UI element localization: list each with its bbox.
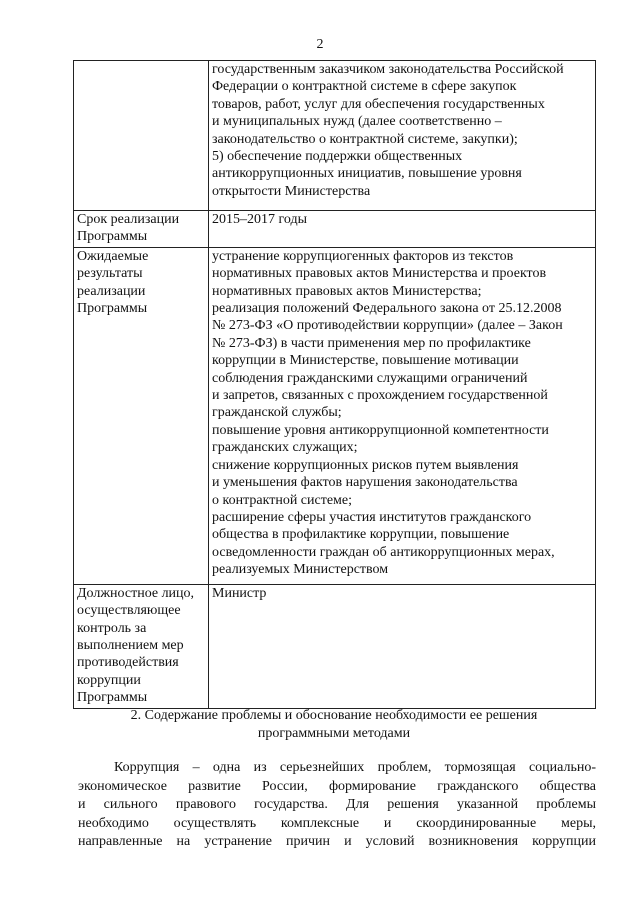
row-value-line: гражданских служащих; bbox=[212, 440, 358, 456]
row-value-cell bbox=[209, 247, 596, 584]
row-value-line: Федерации о контрактной системе в сфере закупок bbox=[212, 79, 517, 95]
row-value-cell bbox=[209, 584, 596, 708]
row-label-line: Должностное лицо, bbox=[77, 585, 195, 601]
row-value-cell bbox=[209, 61, 596, 211]
row-value-line: реализуемых Министерством bbox=[212, 562, 389, 578]
row-value-line: реализация положений Федерального закона от 25.12.2008 bbox=[212, 301, 562, 317]
row-label-cell bbox=[74, 247, 209, 584]
table-row bbox=[74, 61, 596, 211]
row-value-line: нормативных правовых актов Министерства и проектов bbox=[212, 266, 547, 282]
row-value-line: нормативных правовых актов Министерства; bbox=[212, 283, 482, 299]
row-value-line: коррупции в Министерстве, повышение мотивации bbox=[212, 353, 519, 369]
table-row bbox=[74, 584, 596, 708]
row-value-line: товаров, работ, услуг для обеспечения государственных bbox=[212, 96, 545, 112]
row-label-line: осуществляющее bbox=[77, 603, 181, 619]
row-value-cell bbox=[209, 211, 596, 248]
row-label-line: результаты bbox=[77, 266, 143, 282]
row-label-line: реализации bbox=[77, 283, 146, 299]
row-value-line: № 273-ФЗ) в части применения мер по профилактике bbox=[212, 335, 531, 351]
row-value-line: 2015–2017 годы bbox=[212, 212, 308, 227]
row-label-cell bbox=[74, 61, 209, 211]
paragraph-line: Коррупция – одна из серьезнейших проблем, тормозящая социально- bbox=[114, 760, 596, 775]
row-value-line: законодательство о контрактной системе, закупки); bbox=[212, 131, 518, 147]
row-label-line: Программы bbox=[77, 229, 148, 245]
table-row bbox=[74, 211, 596, 248]
paragraph-line: необходимо осуществлять комплексные и скоординированные меры, bbox=[78, 815, 596, 831]
row-label-line: контроль за bbox=[77, 620, 147, 636]
row-value-line: расширение сферы участия институтов гражданского bbox=[212, 509, 532, 525]
row-value-line: № 273-ФЗ «О противодействии коррупции» (далее – Закон bbox=[212, 318, 563, 334]
row-label-line: Срок реализации bbox=[77, 212, 180, 227]
row-value-line: и уменьшения фактов нарушения законодательства bbox=[212, 475, 518, 491]
row-label-line: выполнением мер bbox=[77, 638, 184, 654]
table-row bbox=[74, 247, 596, 584]
row-value-line: государственным заказчиком законодательства Российской bbox=[212, 62, 564, 77]
row-value-line: снижение коррупционных рисков путем выявления bbox=[212, 457, 519, 473]
section-heading-line: программными методами bbox=[257, 726, 411, 741]
section-heading-line: 2. Содержание проблемы и обоснование необходимости ее решения bbox=[130, 708, 538, 723]
row-label-line: Программы bbox=[77, 301, 148, 317]
row-value-line: антикоррупционных инициатив, повышение уровня bbox=[212, 166, 522, 182]
paragraph-line: экономическое развитие России, формирование гражданского общества bbox=[78, 778, 596, 794]
row-value-line: 5) обеспечение поддержки общественных bbox=[212, 149, 463, 165]
row-value-line: и запретов, связанных с прохождением государственной bbox=[212, 388, 548, 404]
row-value-line: о контрактной системе; bbox=[212, 492, 353, 508]
body-paragraph bbox=[78, 759, 596, 852]
page-number: 2 bbox=[316, 37, 324, 52]
row-value-line: осведомленности граждан об антикоррупционных мерах, bbox=[212, 544, 555, 560]
section-heading bbox=[0, 707, 640, 743]
row-value-line: соблюдения гражданскими служащими ограничений bbox=[212, 370, 528, 386]
row-label-line: коррупции bbox=[77, 672, 141, 688]
row-label-cell bbox=[74, 584, 209, 708]
row-value-line: устранение коррупциогенных факторов из текстов bbox=[212, 248, 514, 264]
paragraph-line: направленные на устранение причин и условий возникновения коррупции bbox=[78, 834, 596, 849]
row-label-cell bbox=[74, 211, 209, 248]
row-value-line: общества в профилактике коррупции, повышение bbox=[212, 527, 510, 543]
program-passport-table bbox=[73, 60, 596, 709]
row-value-line: открытости Министерства bbox=[212, 183, 371, 199]
row-value-line: Министр bbox=[212, 585, 267, 601]
row-label-line: противодействия bbox=[77, 655, 179, 671]
row-value-line: и муниципальных нужд (далее соответственно – bbox=[212, 114, 502, 130]
paragraph-line: и сильного правового государства. Для решения указанной проблемы bbox=[78, 797, 596, 812]
row-label-line: Программы bbox=[77, 690, 148, 706]
row-value-line: гражданской службы; bbox=[212, 405, 342, 421]
row-label-line: Ожидаемые bbox=[77, 248, 149, 264]
row-value-line: повышение уровня антикоррупционной компетентности bbox=[212, 422, 549, 438]
